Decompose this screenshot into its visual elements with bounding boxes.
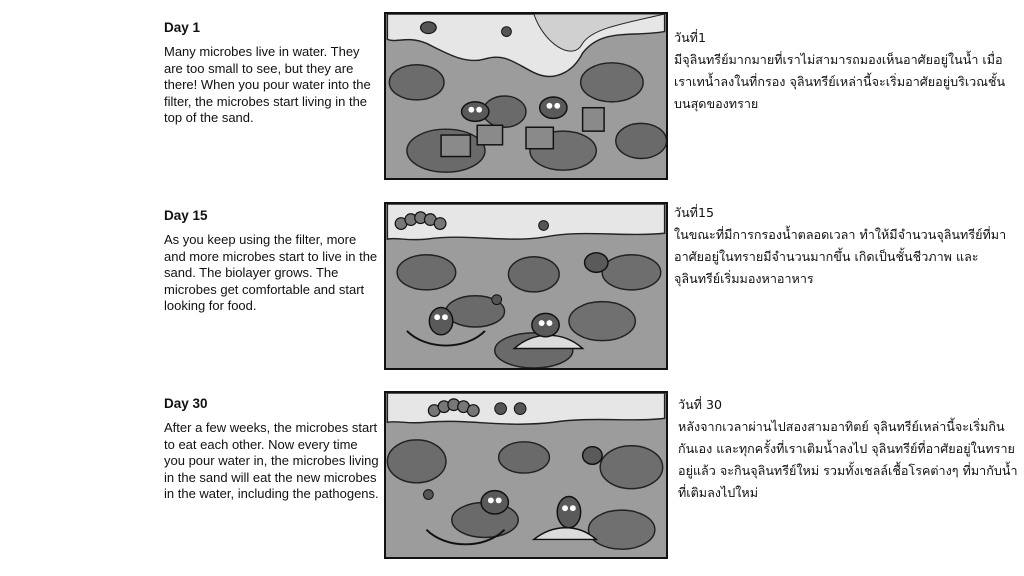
english-text-block <box>164 20 379 127</box>
english-text-block <box>164 396 379 503</box>
comic-panel-day-15 <box>384 202 668 370</box>
comic-illustration <box>386 204 666 368</box>
thai-day-title: วันที่ 30 <box>678 397 723 412</box>
thai-day-title: วันที่15 <box>674 205 715 220</box>
day-description: Many microbes live in water. They are too small to see, but they are there! When you pour water into the filter, the microbes start living in the top of the sand. <box>164 44 371 126</box>
thai-day-description: ในขณะที่มีการกรองน้ำตลอดเวลา ทำให้มีจำนวนจุลินทรีย์ที่มาอาศัยอยู่ในทรายมีจำนวนมากขึ้น เกิดเป็นชั้นชีวภาพ และจุลินทรีย์เริ่มมองหาอาหาร <box>674 227 1007 286</box>
day-title: Day 30 <box>164 396 208 411</box>
thai-day-description: หลังจากเวลาผ่านไปสองสามอาทิตย์ จุลินทรีย์เหล่านี้จะเริ่มกินกันเอง และทุกครั้งที่เราเติมน้ำลงไป จุลินทรีย์ที่อาศัยอยู่ในทรายอยู่แล้ว จะกินจุลินทรีย์ใหม่ รวมทั้งเชลล์เชื้อโรคต่างๆ ที่มากับน้ำที่เติมลงไปใหม่ <box>678 419 1018 500</box>
day-description: After a few weeks, the microbes start to eat each other. Now every time you pour water in, the microbes living in the sand will eat the new microbes in the water, including the pathogens. <box>164 420 379 502</box>
day-description: As you keep using the filter, more and more microbes start to live in the sand. The biolayer grows. The microbes get comfortable and start looking for food. <box>164 232 378 314</box>
thai-day-title: วันที่1 <box>674 30 706 45</box>
comic-panel-day-30 <box>384 391 668 559</box>
english-text-block <box>164 208 379 315</box>
comic-illustration <box>386 14 666 178</box>
thai-text-block <box>674 27 1019 115</box>
day-title: Day 1 <box>164 20 201 35</box>
thai-text-block <box>678 394 1023 504</box>
thai-text-block <box>674 202 1019 290</box>
comic-illustration <box>386 393 666 557</box>
thai-day-description: มีจุลินทรีย์มากมายที่เราไม่สามารถมองเห็นอาศัยอยู่ในน้ำ เมื่อเราเทน้ำลงในที่กรอง จุลินทรีย์เหล่านี้จะเริ่มอาศัยอยู่บริเวณชั้นบนสุดของทราย <box>674 52 1006 111</box>
day-title: Day 15 <box>164 208 208 223</box>
comic-panel-day-1 <box>384 12 668 180</box>
